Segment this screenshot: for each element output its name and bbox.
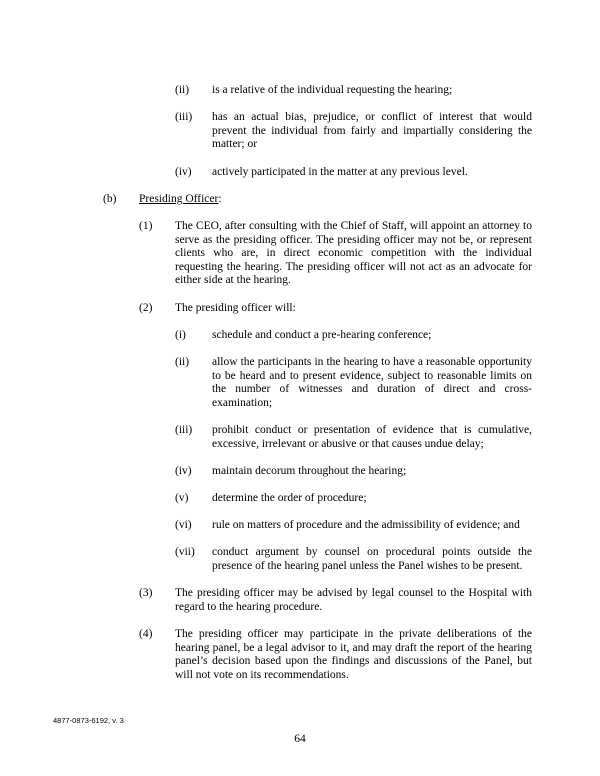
item-text: maintain decorum throughout the hearing; — [212, 465, 407, 477]
page-number: 64 — [294, 733, 306, 745]
item-text: The presiding officer may be advised by legal counsel to the Hospital with regard to the hearing procedure. — [175, 587, 532, 613]
item-text: conduct argument by counsel on procedural points outside the presence of the hearing panel unless the Panel wishes to be present. — [212, 546, 532, 572]
section-heading — [139, 193, 222, 207]
item-text: The presiding officer will: — [175, 302, 296, 314]
item-number: (iv) — [175, 166, 192, 178]
item-number: (iii) — [175, 111, 193, 123]
item-number: (vi) — [175, 519, 192, 531]
item-text: allow the participants in the hearing to have a reasonable opportunity to be heard and to present evidence, subject to reasonable limits on the number of witnesses and duration of direct and cross-examination; — [212, 356, 532, 409]
item-number: (iii) — [175, 424, 193, 436]
item-text: determine the order of procedure; — [212, 492, 367, 504]
item-text: is a relative of the individual requesting the hearing; — [212, 84, 453, 96]
item-text: schedule and conduct a pre-hearing conference; — [212, 329, 432, 341]
item-text: The CEO, after consulting with the Chief of Staff, will appoint an attorney to serve as the presiding officer. The presiding officer may not be, or represent clients who are, in direct economic competition with the individual requesting the hearing. The presiding officer will not act as an advocate for either side at the hearing. — [175, 220, 532, 286]
item-number: (iv) — [175, 465, 192, 477]
item-number: (vii) — [175, 546, 195, 558]
section-number: (b) — [103, 193, 117, 205]
item-number: (1) — [139, 220, 153, 232]
document-id: 4877-0873-6192, v. 3 — [53, 716, 124, 725]
item-text: rule on matters of procedure and the admissibility of evidence; and — [212, 519, 520, 531]
section-heading-text: Presiding Officer — [139, 193, 219, 205]
item-text: actively participated in the matter at any previous level. — [212, 166, 468, 178]
item-number: (v) — [175, 492, 189, 504]
item-number: (2) — [139, 302, 153, 314]
item-number: (i) — [175, 329, 186, 341]
item-text: prohibit conduct or presentation of evidence that is cumulative, excessive, irrelevant or abusive or that causes undue delay; — [212, 424, 532, 450]
item-number: (4) — [139, 628, 153, 640]
section-heading-colon: : — [218, 193, 222, 205]
item-text: has an actual bias, prejudice, or conflict of interest that would prevent the individual from fairly and impartially considering the matter; or — [212, 111, 532, 150]
item-text: The presiding officer may participate in the private deliberations of the hearing panel, be a legal advisor to it, and may draft the report of the hearing panel’s decision based upon the findings and discussions of the Panel, but will not vote on its recommendations. — [175, 628, 532, 681]
item-number: (ii) — [175, 84, 190, 96]
item-number: (ii) — [175, 356, 190, 368]
item-number: (3) — [139, 587, 153, 599]
